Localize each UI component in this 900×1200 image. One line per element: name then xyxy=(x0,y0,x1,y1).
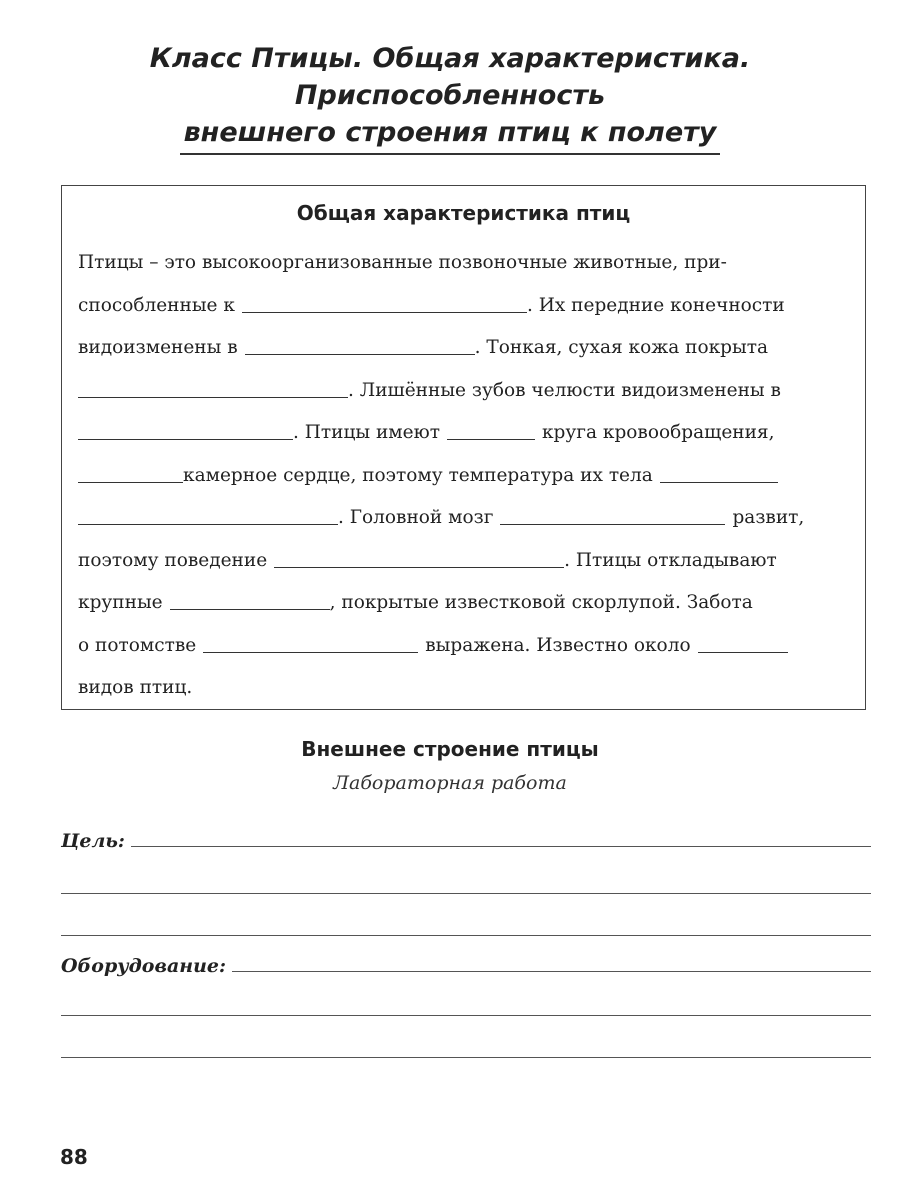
text-segment: поэтому поведение xyxy=(78,549,268,571)
title-line-2: Приспособленность xyxy=(294,80,606,111)
text-segment: видов птиц. xyxy=(78,677,193,698)
text-segment: видоизменены в xyxy=(78,337,238,358)
answer-line[interactable] xyxy=(61,1015,871,1016)
goal-label: Цель: xyxy=(61,830,125,852)
section-heading: Внешнее строение птицы xyxy=(301,737,599,761)
answer-blank[interactable] xyxy=(78,523,338,525)
text-segment: о потомстве xyxy=(78,634,197,656)
answer-blank[interactable] xyxy=(274,566,564,568)
answer-blank[interactable] xyxy=(242,311,527,313)
paragraph-line xyxy=(78,370,850,413)
paragraph-line xyxy=(78,412,850,455)
paragraph-line xyxy=(78,625,850,668)
text-segment: развит, xyxy=(732,507,805,528)
text-segment: круга кровообращения, xyxy=(541,422,775,443)
answer-blank[interactable] xyxy=(500,523,725,525)
section-subheading: Лабораторная работа xyxy=(333,772,567,794)
goal-answer-line[interactable] xyxy=(131,845,871,847)
paragraph-line xyxy=(78,582,850,625)
text-segment: способленные к xyxy=(78,294,235,316)
paragraph-line xyxy=(78,497,850,540)
text-segment: , покрытые известковой скорлупой. Забота xyxy=(329,592,753,613)
paragraph-line xyxy=(78,540,850,583)
answer-line[interactable] xyxy=(61,1057,871,1058)
goal-field[interactable] xyxy=(61,830,871,852)
answer-line[interactable] xyxy=(61,893,871,894)
answer-line[interactable] xyxy=(61,935,871,936)
text-segment: камерное сердце, поэтому температура их тела xyxy=(183,464,653,486)
equipment-field[interactable] xyxy=(61,955,871,977)
paragraph-line xyxy=(78,455,850,498)
text-segment: . Тонкая, сухая кожа покрыта xyxy=(474,337,769,358)
answer-blank[interactable] xyxy=(245,353,475,355)
text-segment: . Птицы имеют xyxy=(293,422,440,443)
paragraph-line xyxy=(78,285,850,328)
answer-blank[interactable] xyxy=(170,608,330,610)
answer-blank[interactable] xyxy=(78,396,348,398)
text-segment: выражена. Известно около xyxy=(425,634,691,656)
paragraph-line xyxy=(78,327,850,370)
title-line-3: внешнего строения птиц к полету xyxy=(180,114,721,155)
general-characteristics-box xyxy=(61,185,866,710)
fill-in-paragraph xyxy=(78,242,850,710)
text-segment: крупные xyxy=(78,592,163,613)
text-segment: . Лишённые зубов челюсти видоизменены в xyxy=(348,379,781,401)
page-title xyxy=(0,40,900,155)
box-heading: Общая характеристика птиц xyxy=(296,201,631,225)
equipment-answer-line[interactable] xyxy=(232,970,871,972)
text-segment: . Их передние конечности xyxy=(526,294,785,316)
answer-blank[interactable] xyxy=(78,438,293,440)
answer-blank[interactable] xyxy=(447,438,535,440)
text-segment: Птицы – это высокоорганизованные позвоночные животные, при- xyxy=(78,252,727,273)
title-line-1: Класс Птицы. Общая характеристика. xyxy=(149,43,751,74)
equipment-label: Оборудование: xyxy=(61,955,227,977)
answer-blank[interactable] xyxy=(698,651,788,653)
paragraph-line xyxy=(78,242,850,285)
answer-blank[interactable] xyxy=(660,481,778,483)
page-number: 88 xyxy=(60,1145,88,1169)
text-segment: . Птицы откладывают xyxy=(564,549,777,571)
answer-blank[interactable] xyxy=(78,481,183,483)
paragraph-line xyxy=(78,667,850,710)
text-segment: . Головной мозг xyxy=(338,507,494,528)
answer-blank[interactable] xyxy=(203,651,418,653)
